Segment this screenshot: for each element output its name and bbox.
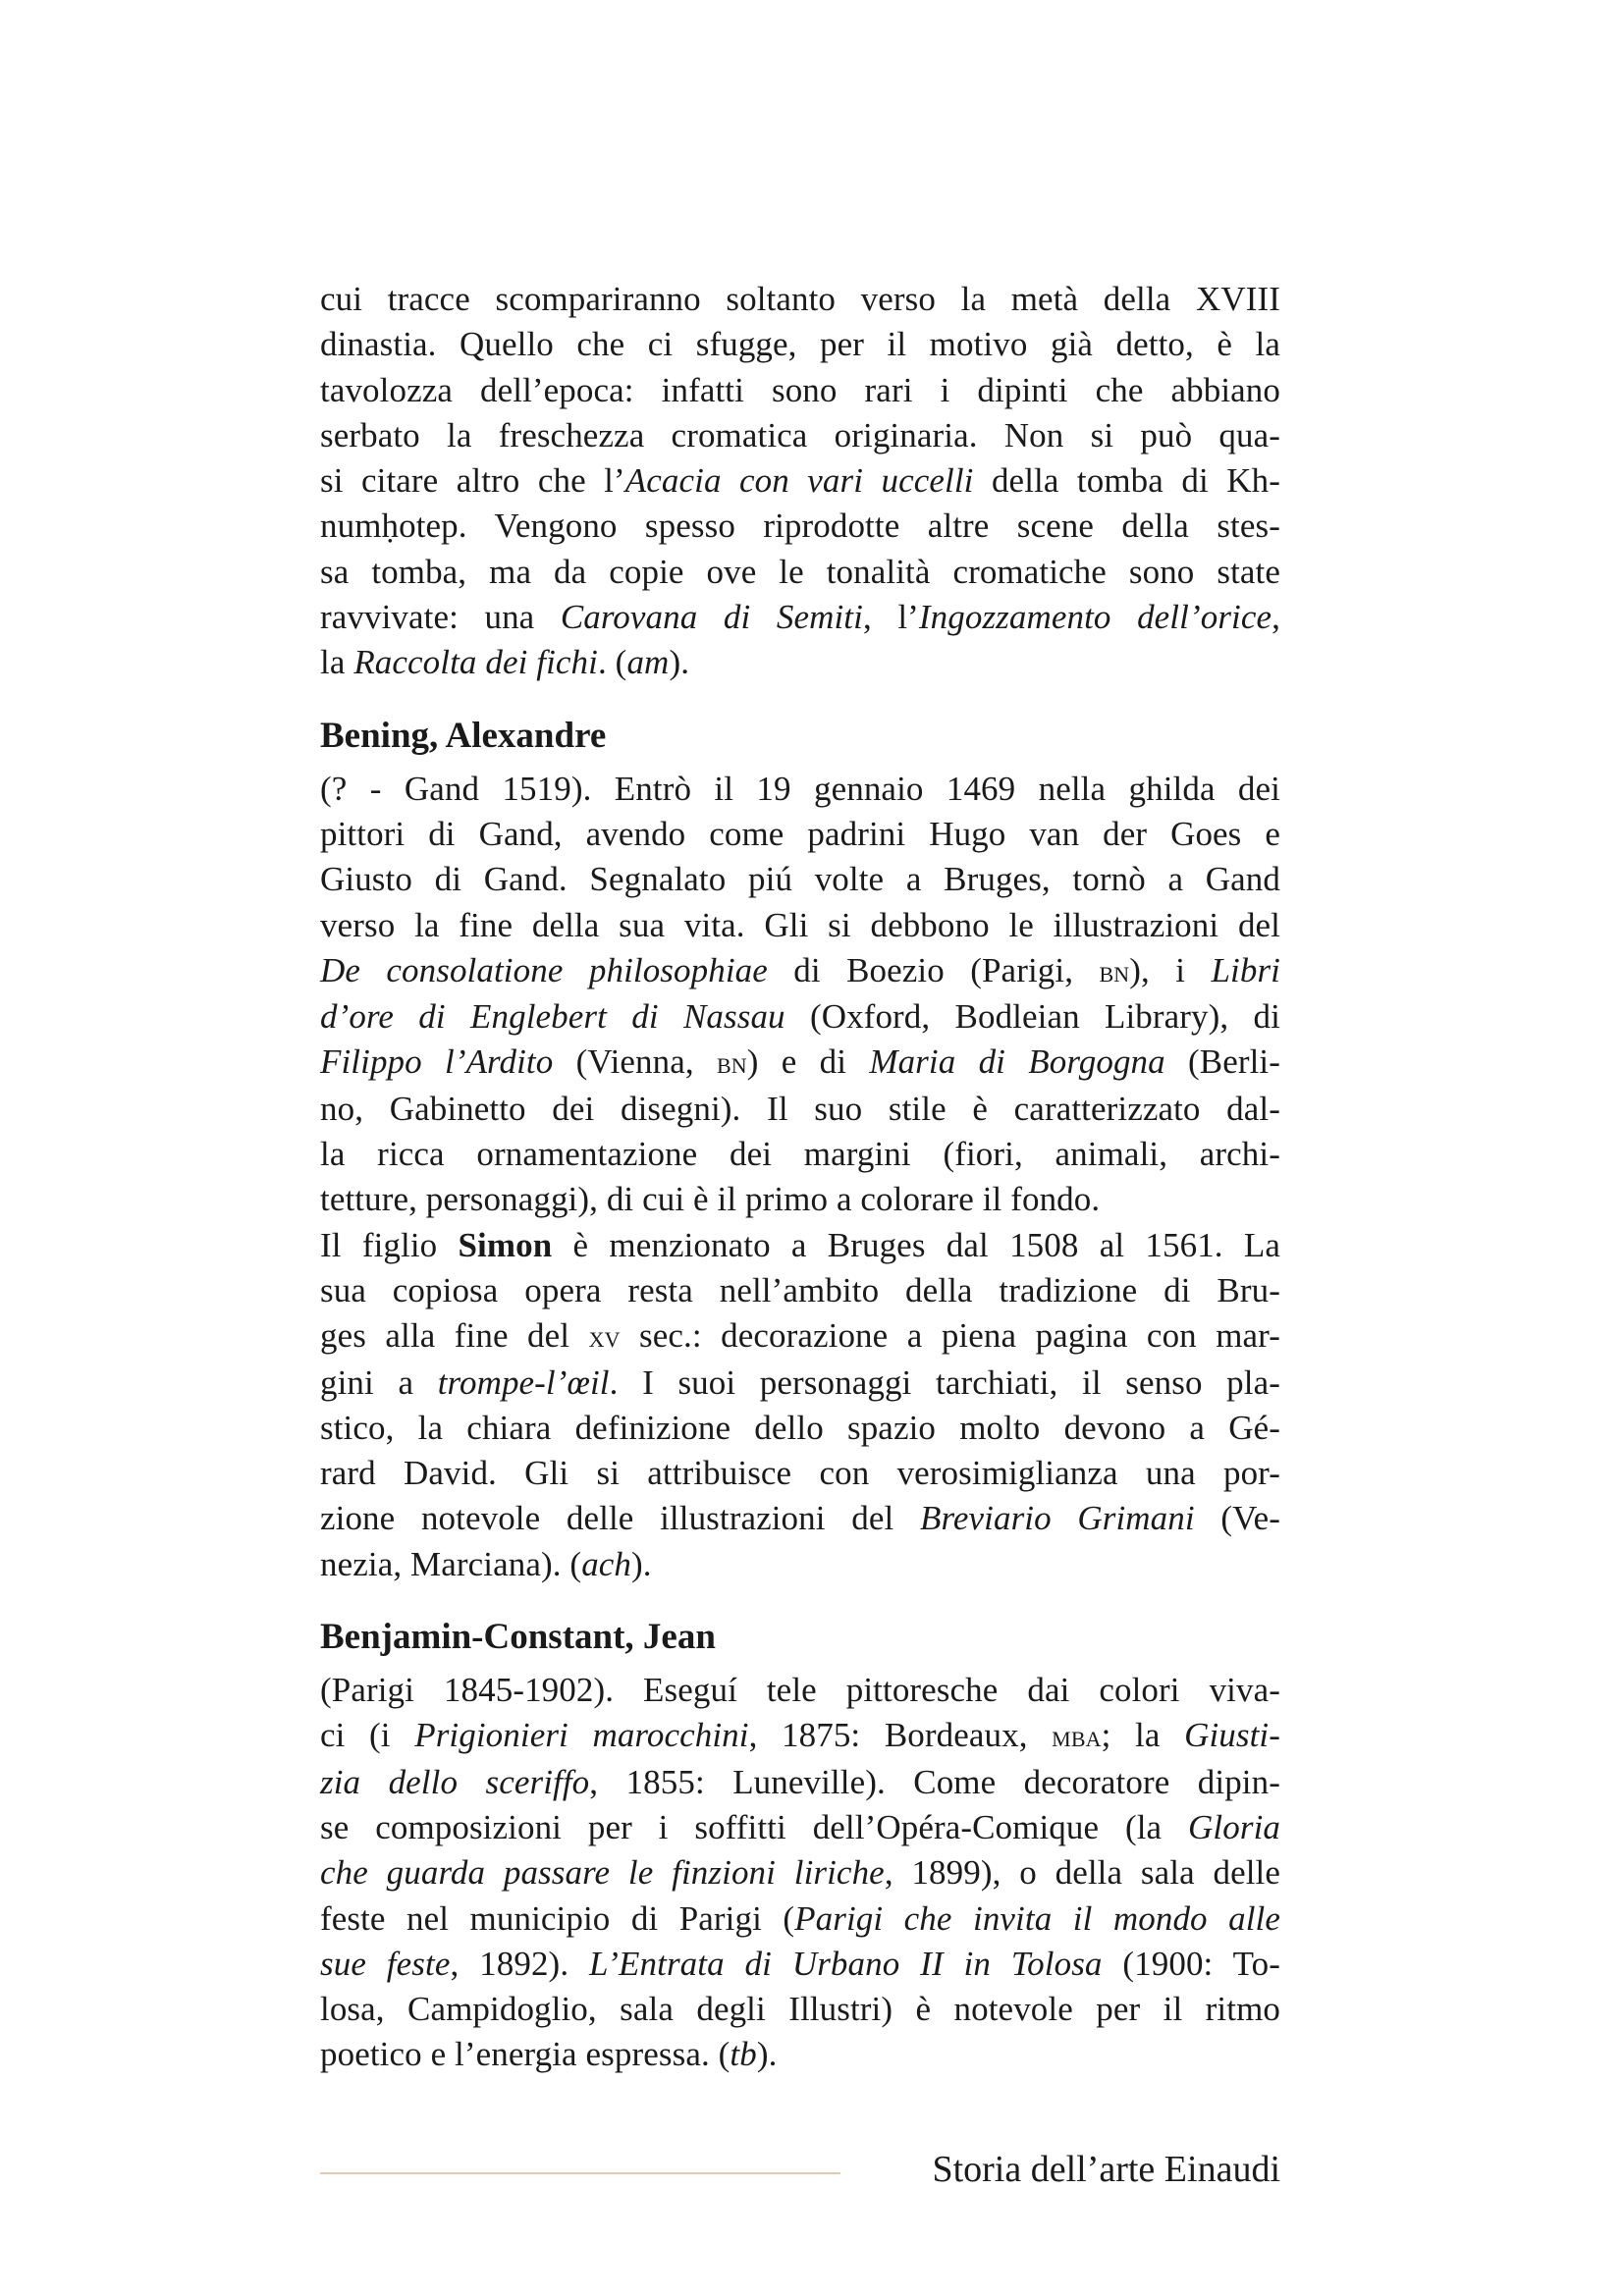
- text-line: [320, 1132, 1280, 1177]
- text-run: ).: [631, 1544, 652, 1583]
- smallcaps-run: bn: [1099, 953, 1130, 988]
- italic-run: Filippo l’Ardito: [320, 1042, 554, 1082]
- italic-run: Gloria: [1188, 1807, 1280, 1846]
- text-run: nezia, Marciana). (: [320, 1544, 582, 1583]
- text-run: stico, la chiara definizione dello spazio molto devono a Gé-: [320, 1408, 1280, 1447]
- page-body: [320, 277, 1280, 2078]
- text-run: sua copiosa opera resta nell’ambito della tradizione di Bru-: [320, 1270, 1280, 1309]
- text-line: [320, 368, 1280, 413]
- text-line: [320, 550, 1280, 595]
- text-run: se composizioni per i soffitti dell’Opéra-Comique (la: [320, 1807, 1189, 1846]
- text-run: , 1855: Luneville). Come decoratore dipin-: [589, 1762, 1280, 1801]
- text-line: [320, 812, 1280, 857]
- text-line: [320, 1496, 1280, 1541]
- text-line: [320, 1713, 1280, 1759]
- text-run: cui tracce scompariranno soltanto verso la metà della XVIII: [320, 280, 1280, 318]
- text-line: [320, 1361, 1280, 1406]
- italic-run: Libri: [1211, 950, 1280, 989]
- text-line: [320, 322, 1280, 367]
- italic-run: Breviario Grimani: [919, 1499, 1195, 1538]
- text-line: [320, 1087, 1280, 1132]
- text-run: ges alla fine del: [320, 1316, 589, 1356]
- text-run: la: [320, 643, 354, 682]
- text-line: [320, 948, 1280, 994]
- page-footer: [320, 2145, 1280, 2194]
- text-run: Giusto di Gand. Segnalato piú volte a Bruges, tornò a Gand: [320, 860, 1280, 899]
- smallcaps-run: bn: [717, 1045, 747, 1081]
- text-run: , 1899), o della sala delle: [884, 1853, 1280, 1893]
- text-run: tetture, personaggi), di cui è il primo a colorare il fondo.: [320, 1180, 1101, 1219]
- text-line: [320, 1313, 1280, 1360]
- text-line: [320, 1040, 1280, 1086]
- text-line: [320, 595, 1280, 640]
- text-run: numḥotep. Vengono spesso riprodotte altre scene della stes-: [320, 507, 1280, 546]
- text-line: [320, 1987, 1280, 2032]
- italic-run: Prigionieri marocchini: [414, 1716, 749, 1755]
- text-run: si citare altro che l’: [320, 461, 625, 501]
- italic-run: Raccolta dei fichi: [353, 643, 598, 682]
- text-line: [320, 1542, 1280, 1587]
- text-run: dinastia. Quello che ci sfugge, per il motivo già detto, è la: [320, 325, 1280, 364]
- text-run: (? - Gand 1519). Entrò il 19 gennaio 1469 nella ghilda dei: [320, 769, 1280, 808]
- text-run: gini a: [320, 1362, 438, 1402]
- text-run: , 1892).: [450, 1944, 590, 1983]
- italic-run: d’ore di Englebert di Nassau: [320, 997, 785, 1037]
- italic-run: che guarda passare le finzioni liriche: [320, 1853, 885, 1893]
- text-run: serbato la freschezza cromatica originaria. Non si può qua-: [320, 415, 1280, 454]
- text-run: di Boezio (Parigi,: [767, 950, 1100, 989]
- text-line: [320, 1760, 1280, 1805]
- italic-run: De consolatione philosophiae: [320, 950, 768, 989]
- text-run: ; la: [1101, 1716, 1185, 1755]
- text-run: , l’: [862, 598, 919, 637]
- text-line: [320, 857, 1280, 902]
- text-run: (Ve-: [1194, 1499, 1280, 1538]
- text-run: feste nel municipio di Parigi (: [320, 1898, 795, 1938]
- entry-body-bening: [320, 767, 1280, 1587]
- italic-run: am: [626, 643, 670, 682]
- text-line: [320, 1896, 1280, 1942]
- italic-run: Parigi che invita il mondo alle: [794, 1898, 1280, 1938]
- text-line: [320, 1177, 1280, 1222]
- text-line: [320, 1805, 1280, 1850]
- text-run: sa tomba, ma da copie ove le tonalità cromatiche sono state: [320, 552, 1280, 591]
- text-run: (Vienna,: [553, 1042, 717, 1082]
- text-run: ), i: [1129, 950, 1212, 989]
- text-line: [320, 903, 1280, 948]
- text-run: pittori di Gand, avendo come padrini Hugo van der Goes e: [320, 814, 1280, 853]
- text-run: . I suoi personaggi tarchiati, il senso pla-: [609, 1362, 1280, 1402]
- text-run: . (: [597, 643, 627, 682]
- entry-title-bening: Bening, Alexandre: [320, 715, 607, 756]
- italic-run: Carovana di Semiti: [560, 598, 863, 637]
- text-run: (1900: To-: [1102, 1944, 1280, 1983]
- text-line: [320, 1850, 1280, 1896]
- text-run: ).: [756, 2035, 778, 2074]
- text-run: tavolozza dell’epoca: infatti sono rari i dipinti che abbiano: [320, 370, 1280, 409]
- italic-run: ach: [581, 1544, 632, 1583]
- text-line: [320, 413, 1280, 458]
- text-line: [320, 1942, 1280, 1987]
- text-line: [320, 458, 1280, 504]
- text-run: (Berli-: [1164, 1042, 1280, 1082]
- footer-rule: [320, 2172, 840, 2174]
- text-line: [320, 1268, 1280, 1313]
- italic-run: trompe-l’œil: [437, 1362, 610, 1402]
- text-run: la ricca ornamentazione dei margini (fiori, animali, archi-: [320, 1135, 1280, 1174]
- text-line: [320, 504, 1280, 549]
- text-run: ) e di: [746, 1042, 870, 1082]
- smallcaps-run: xv: [588, 1319, 621, 1355]
- text-line: [320, 2032, 1280, 2077]
- text-line: [320, 1451, 1280, 1496]
- italic-run: zia dello sceriffo: [320, 1762, 590, 1801]
- italic-run: Ingozzamento dell’orice: [918, 598, 1272, 637]
- text-run: no, Gabinetto dei disegni). Il suo stile è caratterizzato dal-: [320, 1089, 1280, 1128]
- italic-run: tb: [730, 2035, 757, 2074]
- text-run: (Parigi 1845-1902). Eseguí tele pittoresche dai colori viva-: [320, 1671, 1280, 1710]
- text-run: della tomba di Kh-: [973, 461, 1280, 501]
- text-run: , 1875: Bordeaux,: [748, 1716, 1053, 1755]
- text-run: è menzionato a Bruges dal 1508 al 1561. La: [552, 1225, 1280, 1264]
- entry-body-benjamin-constant: [320, 1668, 1280, 2078]
- text-run: sec.: decorazione a piena pagina con mar-: [620, 1316, 1280, 1356]
- text-run: ,: [1271, 598, 1280, 637]
- text-run: zione notevole delle illustrazioni del: [320, 1499, 920, 1538]
- intro-paragraph: [320, 277, 1280, 686]
- footer-publisher: Storia dell’arte Einaudi: [932, 2149, 1280, 2190]
- italic-run: Giusti-: [1184, 1716, 1280, 1755]
- italic-run: Acacia con vari uccelli: [624, 461, 974, 501]
- smallcaps-run: mba: [1052, 1719, 1102, 1754]
- italic-run: sue feste: [320, 1944, 451, 1983]
- text-line: [320, 277, 1280, 322]
- text-line: [320, 994, 1280, 1040]
- text-run: ravvivate: una: [320, 598, 561, 637]
- text-run: ).: [669, 643, 690, 682]
- text-line: [320, 640, 1280, 685]
- text-line: [320, 1223, 1280, 1268]
- bold-run: Simon: [458, 1225, 553, 1264]
- italic-run: Maria di Borgogna: [869, 1042, 1165, 1082]
- text-line: [320, 1406, 1280, 1451]
- text-run: Il figlio: [320, 1225, 459, 1264]
- text-run: verso la fine della sua vita. Gli si debbono le illustrazioni del: [320, 905, 1280, 944]
- text-line: [320, 1668, 1280, 1713]
- entry-title-benjamin-constant: Benjamin-Constant, Jean: [320, 1617, 716, 1658]
- italic-run: L’Entrata di Urbano II in Tolosa: [589, 1944, 1103, 1983]
- text-run: ci (i: [320, 1716, 415, 1755]
- text-run: poetico e l’energia espressa. (: [320, 2035, 730, 2074]
- text-run: rard David. Gli si attribuisce con verosimiglianza una por-: [320, 1454, 1280, 1493]
- text-line: [320, 767, 1280, 812]
- text-run: losa, Campidoglio, sala degli Illustri) è notevole per il ritmo: [320, 1990, 1280, 2029]
- text-run: (Oxford, Bodleian Library), di: [784, 997, 1280, 1037]
